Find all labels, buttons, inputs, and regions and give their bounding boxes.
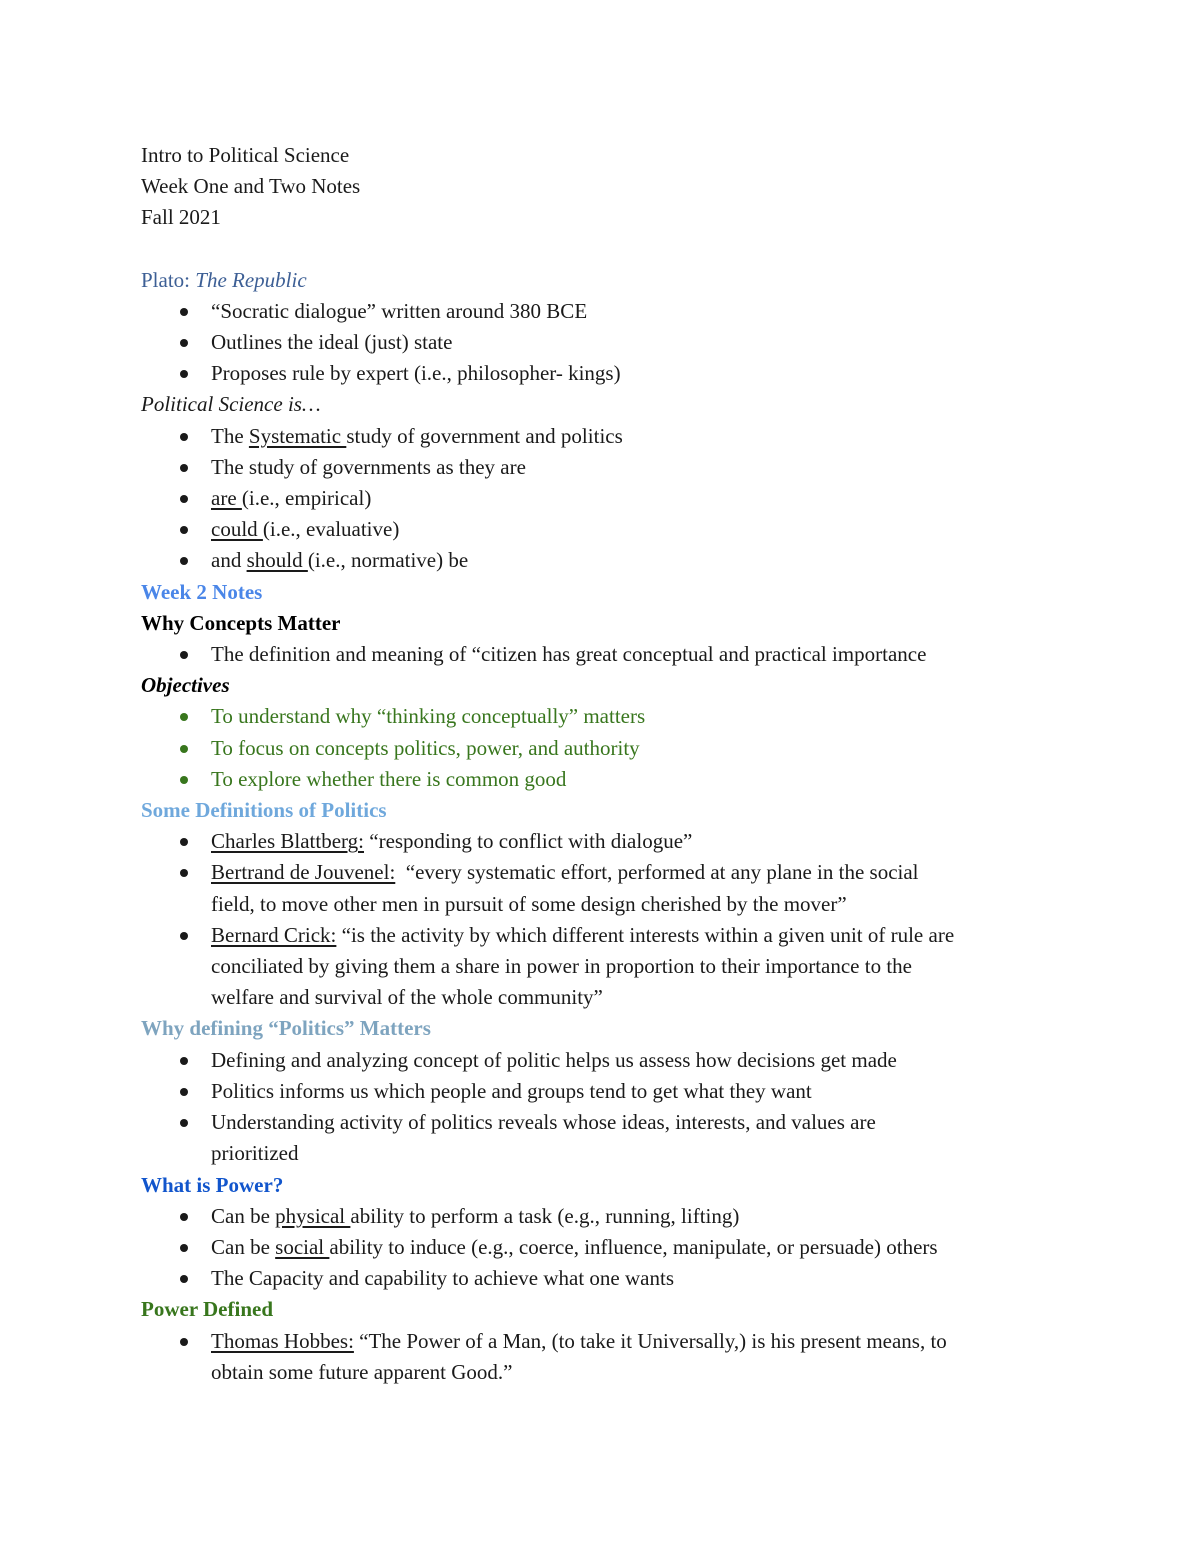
author-name: Charles Blattberg: — [211, 829, 364, 854]
bullet-icon — [180, 1088, 188, 1096]
bullet-icon — [180, 713, 188, 721]
list-item: To explore whether there is common good — [141, 764, 1061, 795]
power-heading: What is Power? — [141, 1172, 284, 1197]
underlined-term: should — [246, 548, 308, 573]
bullet-icon — [180, 370, 188, 378]
bullet-icon — [180, 1338, 188, 1346]
list-item: Defining and analyzing concept of politic helps us assess how decisions get made — [141, 1045, 1061, 1076]
spacer — [141, 234, 1061, 265]
bullet-icon — [180, 776, 188, 784]
poli-sci-list — [141, 421, 1061, 577]
list-item: The study of governments as they are — [141, 452, 1061, 483]
list-item: Bernard Crick: “is the activity by which different interests within a given unit of rule are conciliated by giving them a share in power in proportion to their importance to the welfare and survival of the whole community” — [141, 920, 1061, 1014]
list-item: Charles Blattberg: “responding to conflict with dialogue” — [141, 826, 1061, 857]
document-page — [141, 140, 1061, 1388]
list-item: could (i.e., evaluative) — [141, 514, 1061, 545]
bullet-icon — [180, 557, 188, 565]
poli-sci-heading: Political Science is… — [141, 392, 321, 417]
author-name: Bernard Crick: — [211, 922, 337, 947]
term-label: Fall 2021 — [141, 205, 221, 230]
bullet-icon — [180, 526, 188, 534]
list-item: Bertrand de Jouvenel: “every systematic effort, performed at any plane in the social field, to move other men in pursuit of some design cherished by the mover” — [141, 857, 1061, 919]
underlined-term: physical — [275, 1203, 351, 1228]
week2-heading: Week 2 Notes — [141, 579, 263, 604]
author-name: Thomas Hobbes: — [211, 1328, 354, 1353]
list-item: To understand why “thinking conceptually” matters — [141, 701, 1061, 732]
republic-title: The Republic — [195, 267, 307, 292]
list-item: Can be social ability to induce (e.g., coerce, influence, manipulate, or persuade) others — [141, 1232, 1061, 1263]
plato-heading — [141, 265, 1061, 296]
list-item: and should (i.e., normative) be — [141, 545, 1061, 576]
bullet-icon — [180, 869, 188, 877]
why-politics-heading: Why defining “Politics” Matters — [141, 1016, 431, 1041]
power-defined-list — [141, 1326, 1061, 1388]
bullet-icon — [180, 1057, 188, 1065]
plato-list — [141, 296, 1061, 390]
notes-subtitle: Week One and Two Notes — [141, 174, 361, 199]
underlined-term: Systematic — [248, 423, 347, 448]
list-item: Outlines the ideal (just) state — [141, 327, 1061, 358]
power-defined-heading: Power Defined — [141, 1297, 273, 1322]
list-item: Politics informs us which people and groups tend to get what they want — [141, 1076, 1061, 1107]
underlined-term: social — [275, 1234, 330, 1259]
underlined-term: are — [211, 486, 242, 511]
bullet-icon — [180, 651, 188, 659]
list-item: The Systematic study of government and politics — [141, 421, 1061, 452]
concepts-list — [141, 639, 1061, 670]
list-item: Proposes rule by expert (i.e., philosopher- kings) — [141, 358, 1061, 389]
list-item: To focus on concepts politics, power, and authority — [141, 733, 1061, 764]
bullet-icon — [180, 339, 188, 347]
list-item: “Socratic dialogue” written around 380 BCE — [141, 296, 1061, 327]
bullet-icon — [180, 745, 188, 753]
definitions-list — [141, 826, 1061, 1013]
concepts-heading: Why Concepts Matter — [141, 610, 341, 635]
course-title: Intro to Political Science — [141, 143, 350, 167]
list-item: Can be physical ability to perform a task (e.g., running, lifting) — [141, 1201, 1061, 1232]
bullet-icon — [180, 1275, 188, 1283]
bullet-icon — [180, 433, 188, 441]
power-list — [141, 1201, 1061, 1295]
bullet-icon — [180, 308, 188, 316]
list-item: The definition and meaning of “citizen has great conceptual and practical importance — [141, 639, 1061, 670]
underlined-term: could — [211, 517, 263, 542]
bullet-icon — [180, 1119, 188, 1127]
bullet-icon — [180, 464, 188, 472]
why-politics-list — [141, 1045, 1061, 1170]
plato-prefix: Plato: — [141, 267, 196, 292]
objectives-heading: Objectives — [141, 673, 230, 698]
definitions-heading: Some Definitions of Politics — [141, 798, 387, 823]
bullet-icon — [180, 495, 188, 503]
list-item: The Capacity and capability to achieve what one wants — [141, 1263, 1061, 1294]
list-item: Understanding activity of politics reveals whose ideas, interests, and values are prioritized — [141, 1107, 1061, 1169]
bullet-icon — [180, 1244, 188, 1252]
objectives-list — [141, 701, 1061, 795]
list-item: are (i.e., empirical) — [141, 483, 1061, 514]
bullet-icon — [180, 838, 188, 846]
bullet-icon — [180, 932, 188, 940]
list-item: Thomas Hobbes: “The Power of a Man, (to take it Universally,) is his present means, to obtain some future apparent Good.” — [141, 1326, 1061, 1388]
bullet-icon — [180, 1213, 188, 1221]
author-name: Bertrand de Jouvenel: — [211, 860, 396, 885]
